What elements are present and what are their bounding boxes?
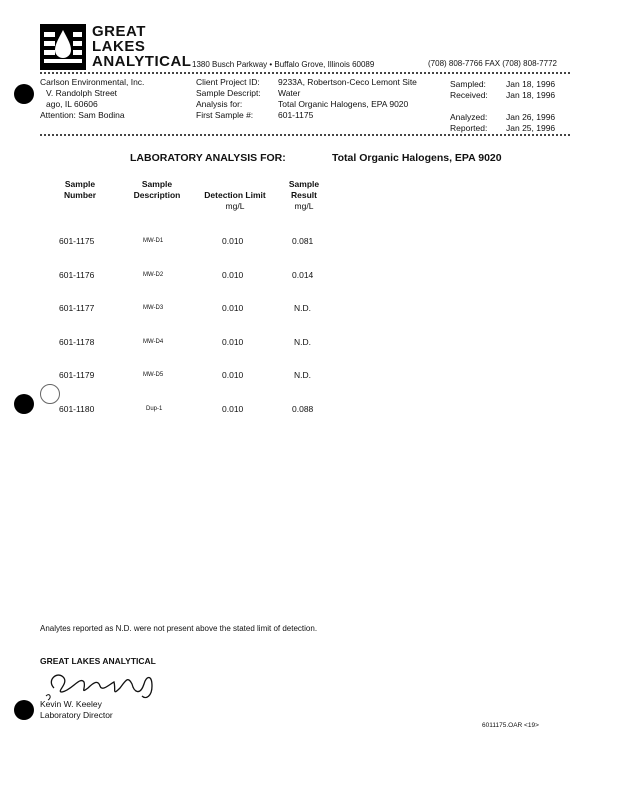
document-code: 6011175.OAR <19> — [482, 722, 539, 729]
hole-punch-ring — [40, 384, 60, 404]
client-street: V. Randolph Street — [46, 88, 118, 98]
column-header-line: Detection Limit — [204, 190, 266, 200]
column-header-sample-result — [274, 179, 334, 212]
row-sample-result: N.D. — [294, 303, 311, 313]
row-sample-number: 601-1180 — [59, 404, 95, 414]
row-detection-limit: 0.010 — [222, 270, 244, 280]
row-sample-number: 601-1178 — [59, 337, 95, 347]
footnote: Analytes reported as N.D. were not present above the stated limit of detection. — [40, 624, 318, 633]
date-value-reported: Jan 25, 1996 — [506, 123, 556, 133]
column-header-line: mg/L — [225, 201, 245, 211]
column-header-sample-description — [122, 179, 192, 201]
column-header-line: Sample — [141, 179, 173, 189]
lab-phone: (708) 808-7766 FAX (708) 808-7772 — [428, 59, 557, 68]
column-header-line: mg/L — [294, 201, 314, 211]
column-header-line: Sample — [288, 179, 320, 189]
row-detection-limit: 0.010 — [222, 236, 244, 246]
logo-line-2: LAKES — [92, 38, 146, 55]
column-header-line: Description — [133, 190, 181, 200]
row-sample-description: Dup-1 — [146, 406, 163, 412]
client-city: ago, IL 60606 — [46, 99, 98, 109]
row-detection-limit: 0.010 — [222, 303, 244, 313]
row-sample-number: 601-1177 — [59, 303, 95, 313]
row-sample-description: MW-D2 — [143, 272, 164, 278]
row-sample-result: N.D. — [294, 370, 311, 380]
date-value-received: Jan 18, 1996 — [506, 90, 556, 100]
row-sample-result: 0.081 — [292, 236, 314, 246]
date-value-sampled: Jan 18, 1996 — [506, 79, 556, 89]
project-value-analysis: Total Organic Halogens, EPA 9020 — [278, 99, 409, 109]
row-sample-number: 601-1175 — [59, 236, 95, 246]
header-divider-top — [40, 72, 570, 74]
row-sample-result: N.D. — [294, 337, 311, 347]
project-value-first-sample: 601-1175 — [278, 110, 314, 120]
analysis-title-value: Total Organic Halogens, EPA 9020 — [332, 152, 502, 164]
signatory-title: Laboratory Director — [40, 710, 113, 720]
row-sample-description: MW-D3 — [143, 305, 164, 311]
signature — [40, 666, 170, 702]
row-sample-description: MW-D4 — [143, 339, 164, 345]
date-label-received: Received: — [450, 90, 488, 100]
lab-address: 1380 Busch Parkway • Buffalo Grove, Illinois 60089 — [192, 60, 375, 69]
column-header-line: Number — [63, 190, 97, 200]
row-sample-number: 601-1179 — [59, 370, 95, 380]
analysis-title-label: LABORATORY ANALYSIS FOR: — [130, 152, 286, 164]
row-detection-limit: 0.010 — [222, 404, 244, 414]
project-label-analysis: Analysis for: — [196, 99, 243, 109]
row-detection-limit: 0.010 — [222, 370, 244, 380]
row-detection-limit: 0.010 — [222, 337, 244, 347]
date-label-reported: Reported: — [450, 123, 488, 133]
project-label-descript: Sample Descript: — [196, 88, 261, 98]
project-label-first-sample: First Sample #: — [196, 110, 254, 120]
header-divider-bottom — [40, 134, 570, 136]
client-attention: Attention: Sam Bodina — [40, 110, 125, 120]
hole-punch-mark — [14, 700, 34, 720]
date-label-sampled: Sampled: — [450, 79, 486, 89]
signature-scribble-icon — [40, 666, 170, 702]
hole-punch-mark — [14, 84, 34, 104]
signature-company: GREAT LAKES ANALYTICAL — [40, 656, 156, 666]
great-lakes-logo-icon — [40, 24, 86, 70]
row-sample-description: MW-D1 — [143, 238, 164, 244]
signatory-name: Kevin W. Keeley — [40, 699, 102, 709]
client-name: Carlson Environmental, Inc. — [40, 77, 145, 87]
project-label-id: Client Project ID: — [196, 77, 260, 87]
column-header-line: Result — [291, 190, 317, 200]
hole-punch-mark — [14, 394, 34, 414]
row-sample-number: 601-1176 — [59, 270, 95, 280]
column-header-detection-limit — [195, 190, 275, 212]
row-sample-description: MW-D5 — [143, 372, 164, 378]
column-header-sample-number — [50, 179, 110, 201]
logo-line-3: ANALYTICAL — [92, 53, 192, 70]
column-header-line: Sample — [64, 179, 96, 189]
row-sample-result: 0.014 — [292, 270, 314, 280]
logo-line-1: GREAT — [92, 23, 146, 40]
logo — [40, 22, 192, 70]
project-value-descript: Water — [278, 88, 301, 98]
date-label-analyzed: Analyzed: — [450, 112, 488, 122]
row-sample-result: 0.088 — [292, 404, 314, 414]
date-value-analyzed: Jan 26, 1996 — [506, 112, 556, 122]
project-value-id: 9233A, Robertson-Ceco Lemont Site — [278, 77, 417, 87]
